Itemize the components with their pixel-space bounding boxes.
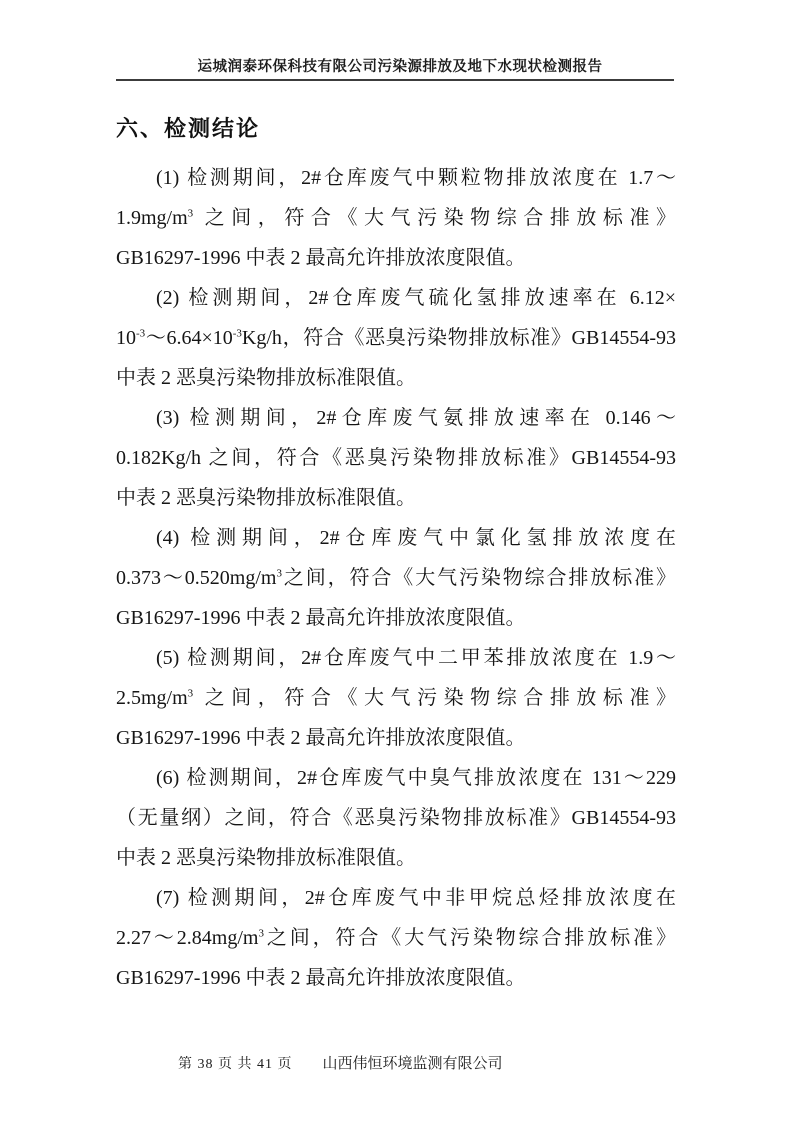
- text-line: [116, 398, 676, 438]
- text-segment: (5) 检测期间，2#仓库废气中二甲苯排放浓度在 1.9～: [156, 647, 676, 669]
- conclusion-paragraphs: [116, 158, 676, 998]
- text-line: [116, 518, 676, 558]
- page-footer: [178, 1052, 503, 1073]
- text-line: [116, 558, 676, 598]
- text-line: [116, 798, 676, 838]
- text-segment: 10: [116, 327, 136, 349]
- conclusion-paragraph: [116, 758, 676, 878]
- text-segment: 之间，符合《大气污染物综合排放标准》: [281, 567, 676, 589]
- text-line: [116, 758, 676, 798]
- text-segment: 中表 2 恶臭污染物排放标准限值。: [116, 367, 416, 389]
- header-title: 运城润泰环保科技有限公司污染源排放及地下水现状检测报告: [197, 59, 603, 75]
- text-segment: GB16297-1996 中表 2 最高允许排放浓度限值。: [116, 607, 526, 629]
- conclusion-paragraph: [116, 878, 676, 998]
- text-line: [116, 718, 676, 758]
- superscript-text: -3: [232, 327, 242, 340]
- text-segment: (1) 检测期间，2#仓库废气中颗粒物排放浓度在 1.7～: [156, 167, 676, 189]
- conclusion-paragraph: [116, 638, 676, 758]
- text-segment: 0.373～0.520mg/m: [116, 567, 277, 589]
- text-line: [116, 438, 676, 478]
- text-segment: (7) 检测期间，2#仓库废气中非甲烷总烃排放浓度在: [156, 887, 676, 909]
- text-segment: ～6.64×10: [145, 327, 233, 349]
- text-segment: 之间，符合《大气污染物综合排放标准》: [263, 927, 676, 949]
- text-line: [116, 238, 676, 278]
- text-segment: 之间，符合《大气污染物综合排放标准》: [193, 687, 676, 709]
- text-segment: GB16297-1996 中表 2 最高允许排放浓度限值。: [116, 967, 526, 989]
- text-segment: (3) 检测期间，2#仓库废气氨排放速率在 0.146～: [156, 407, 676, 429]
- text-line: [116, 198, 676, 238]
- text-line: [116, 158, 676, 198]
- text-line: [116, 678, 676, 718]
- text-segment: 中表 2 恶臭污染物排放标准限值。: [116, 487, 416, 509]
- text-segment: 之间，符合《大气污染物综合排放标准》: [193, 207, 676, 229]
- text-segment: 1.9mg/m: [116, 207, 188, 229]
- page-number: 第 38 页 共 41 页: [178, 1057, 293, 1072]
- text-line: [116, 958, 676, 998]
- superscript-text: -3: [136, 327, 146, 340]
- text-line: [116, 278, 676, 318]
- text-segment: Kg/h，符合《恶臭污染物排放标准》GB14554-93: [241, 327, 677, 349]
- text-segment: (4) 检测期间，2#仓库废气中氯化氢排放浓度在: [156, 527, 676, 549]
- text-segment: 2.27～2.84mg/m: [116, 927, 259, 949]
- text-line: [116, 358, 676, 398]
- text-segment: 中表 2 恶臭污染物排放标准限值。: [116, 847, 416, 869]
- text-segment: (2) 检测期间，2#仓库废气硫化氢排放速率在 6.12×: [156, 287, 676, 309]
- text-segment: 0.182Kg/h 之间，符合《恶臭污染物排放标准》GB14554-93: [116, 447, 676, 469]
- conclusion-paragraph: [116, 398, 676, 518]
- superscript-text: 3: [258, 927, 264, 940]
- text-segment: GB16297-1996 中表 2 最高允许排放浓度限值。: [116, 727, 526, 749]
- header-rule: [116, 79, 674, 81]
- conclusion-paragraph: [116, 158, 676, 278]
- text-line: [116, 838, 676, 878]
- text-line: [116, 598, 676, 638]
- text-line: [116, 478, 676, 518]
- text-line: [116, 318, 676, 358]
- footer-company: 山西伟恒环境监测有限公司: [322, 1056, 503, 1072]
- superscript-text: 3: [276, 567, 282, 580]
- text-segment: GB16297-1996 中表 2 最高允许排放浓度限值。: [116, 247, 526, 269]
- superscript-text: 3: [187, 207, 194, 220]
- text-line: [116, 638, 676, 678]
- superscript-text: 3: [187, 687, 194, 700]
- text-segment: （无量纲）之间，符合《恶臭污染物排放标准》GB14554-93: [116, 807, 676, 829]
- text-segment: (6) 检测期间，2#仓库废气中臭气排放浓度在 131～229: [156, 767, 676, 789]
- text-line: [116, 878, 676, 918]
- conclusion-paragraph: [116, 518, 676, 638]
- text-segment: 2.5mg/m: [116, 687, 188, 709]
- section-title: 六、检测结论: [116, 116, 261, 141]
- conclusion-paragraph: [116, 278, 676, 398]
- text-line: [116, 918, 676, 958]
